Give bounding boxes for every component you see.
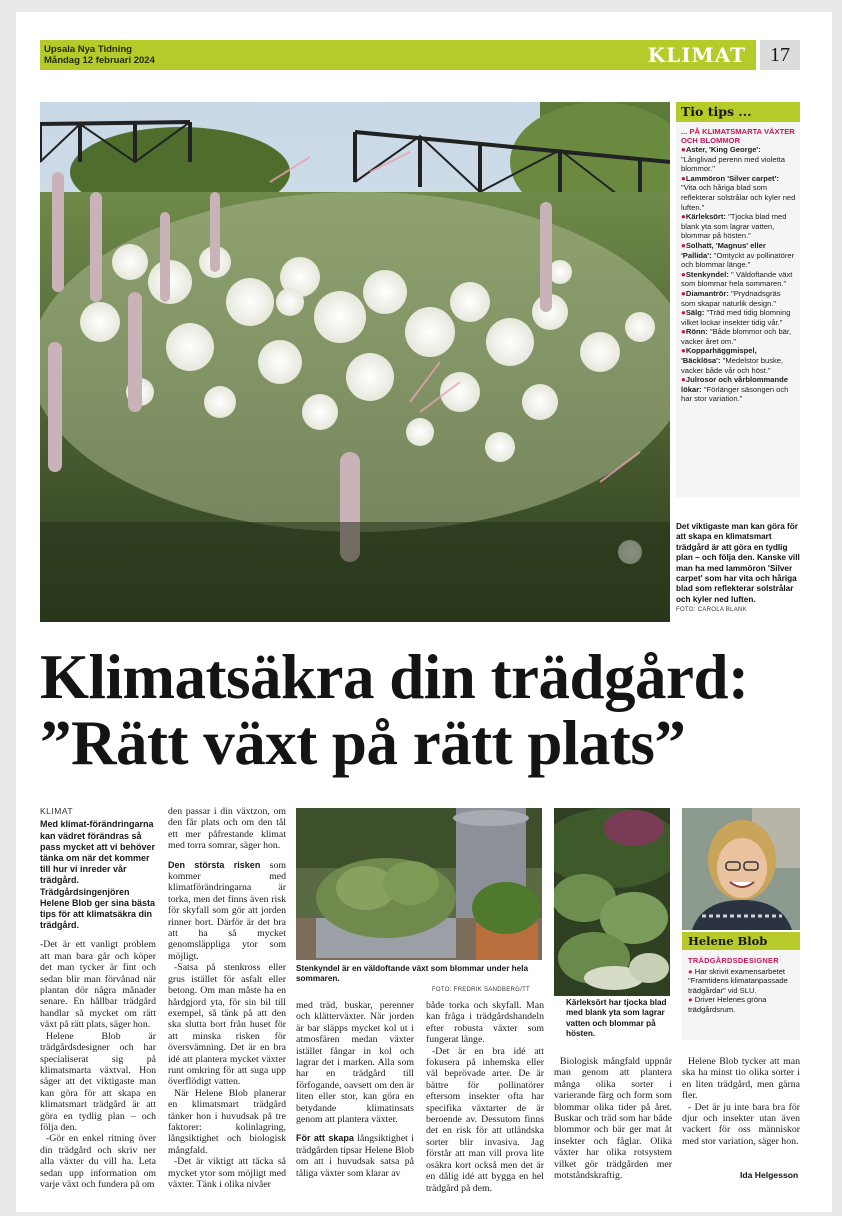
tip-item: ●Sälg: "Träd med tidig blomning vilket lockar insekter tidig vår." bbox=[681, 308, 791, 327]
tip-item: ●Julrosor och vårblommande lökar: "Förlänger säsongen och har stor variation." bbox=[681, 375, 789, 404]
article-column-1 bbox=[40, 806, 156, 1190]
tip-item: ●Diamantrör: "Prydnadsgräs som skapar naturlik design." bbox=[681, 288, 781, 308]
photo-credit: FOTO: CAROLA BLANK bbox=[676, 607, 747, 614]
main-garden-photo bbox=[40, 102, 670, 622]
tip-item: ●Rönn: "Både blommor och bär, vacker året om." bbox=[681, 327, 792, 346]
article-column-2 bbox=[168, 806, 286, 1190]
karleksort-caption: Kärleksört har tjocka blad med blank yta som lagrar vatten och blommar på hösten. bbox=[566, 998, 667, 1039]
bio-list bbox=[682, 967, 800, 1014]
subheading: För att skapa bbox=[296, 1133, 354, 1144]
headline-line-1: Klimatsäkra din trädgård: bbox=[40, 642, 749, 712]
byline: Ida Helgesson bbox=[740, 1170, 799, 1180]
bio-item: ● Driver Helenes gröna trädgårdsrum. bbox=[688, 995, 767, 1014]
article-kicker: KLIMAT bbox=[40, 806, 74, 816]
tip-item: ●Solhatt, 'Magnus' eller 'Pallida': "Omtyckt av pollinatörer och blommar länge." bbox=[681, 240, 795, 270]
paragraph: -Gör en enkel ritning över din trädgård och skriv ner alla växter du vill ha. Leta sedan upp information om varje växt och fundera på om bbox=[40, 1133, 156, 1190]
paragraph: -Det är en bra idé att fokusera på inhemska eller väl beprövade arter. De är bättre för pollinatörer eftersom insekter ofta har specifika växtarter de är beroende av. Dessutom finns det en risk för att utländska sorter blir invasiva. Jag förstår att man vill prova lite osäkra kort också men det är en dålig idé att bygga en hel trädgård på dem. bbox=[426, 1045, 544, 1194]
bullet-dot-icon: ● bbox=[681, 346, 686, 356]
bullet-dot-icon: ● bbox=[681, 240, 686, 250]
paragraph: För att skapa långsiktighet i trädgården tipsar Helene Blob om att i huvudsak satsa på tåliga växter som klarar av bbox=[296, 1133, 414, 1179]
paragraph: Helene Blob tycker att man ska ha minst tio olika sorter i en liten trädgård, men gärna fler. bbox=[682, 1056, 800, 1102]
bullet-dot-icon: ● bbox=[681, 308, 686, 318]
paragraph: Den största risken som kommer med klimatförändringarna är torka, men det finns även risk för skyfall som gör att jorden rinner bort. Därför är det bra att ha så mycket genomsläppliga ytor som möjligt. bbox=[168, 859, 286, 962]
article-lead: Med klimat-förändringarna kan vädret förändras så pass mycket att vi behöver tänka om när det kommer till hur vi inreder vår trädgård. Trädgårdsingenjören Helene Blob ger sina bästa tips för att klimatsäkra din trädgård. bbox=[40, 819, 156, 931]
bullet-dot-icon: ● bbox=[681, 173, 686, 183]
paragraph: Biologisk mångfald uppnår man genom att plantera många olika sorter i varierande färg och form som blommar olika tider på året. Buskar och träd som har både blommor och bär ger mat åt insekter och fåglar. Olika växter har olika rotsystem vilket gör trädgården mer motståndskraftig. bbox=[554, 1056, 672, 1182]
headline-line-2: ”Rätt växt på rätt plats” bbox=[40, 708, 686, 778]
bio-box bbox=[682, 932, 800, 1040]
bullet-dot-icon: ● bbox=[681, 212, 686, 222]
bullet-dot-icon: ● bbox=[688, 967, 693, 976]
tips-title: Tio tips ... bbox=[676, 102, 800, 122]
bullet-dot-icon: ● bbox=[681, 145, 686, 154]
tips-box bbox=[676, 102, 800, 497]
main-photo-caption: Det viktigaste man kan göra för att skapa en klimatsmart trädgård är att göra en tydlig plan – och följa den. Kanske vill man ha med lammöron 'Silver carpet' som har vita och håriga blad som reflekterar solstrålar och kyler ned luften. FOTO: CAROLA BLANK bbox=[676, 522, 802, 616]
paper-info bbox=[44, 44, 155, 66]
bullet-dot-icon: ● bbox=[681, 327, 686, 337]
page-number: 17 bbox=[760, 40, 800, 70]
paragraph: - Det är ju inte bara bra för djur och insekter utan även vackert för oss människor med stor variation, säger hon. bbox=[682, 1101, 800, 1147]
tip-item: ●Stenkyndel: " Väldoftande växt som blommar hela sommaren." bbox=[681, 269, 793, 289]
karleksort-photo bbox=[554, 808, 670, 996]
paragraph: När Helene Blob planerar en klimatsmart trädgård tänker hon i huvudsak på tre faktorer: kolinlagring, långsiktighet och biologisk mångfald. bbox=[168, 1087, 286, 1156]
bullet-dot-icon: ● bbox=[688, 995, 693, 1005]
paper-name: Upsala Nya Tidning bbox=[44, 44, 132, 55]
section-label: KLIMAT bbox=[647, 43, 746, 67]
bio-title: TRÄDGÅRDSDESIGNER bbox=[688, 956, 779, 965]
helene-blob-portrait bbox=[682, 808, 800, 930]
paragraph: -Det är viktigt att täcka så mycket ytor som möjligt med växter. Tänk i olika nivåer bbox=[168, 1156, 286, 1190]
photo-credit: FOTO: FREDRIK SANDBERG/TT bbox=[431, 986, 530, 993]
bullet-dot-icon: ● bbox=[681, 375, 686, 385]
article-column-3 bbox=[296, 1000, 414, 1179]
tips-subtitle: ... PÅ KLIMATSMARTA VÄXTER OCH BLOMMOR bbox=[681, 127, 795, 145]
stenkyndel-caption: Stenkyndel är en väldoftande växt som blommar under hela sommaren. FOTO: FREDRIK SANDBERG/TT bbox=[296, 964, 544, 995]
bio-item: ● Har skrivit examensarbetet "Framtidens klimatanpassade trädgårdar" vid SLU. bbox=[688, 967, 788, 995]
tips-list bbox=[676, 145, 800, 404]
tip-item: ●Kärleksört: "Tjocka blad med blank yta som lagrar vatten, blommar på hösten." bbox=[681, 212, 787, 241]
paragraph: Helene Blob är trädgårdsdesigner och har specialiserat sig på klimatsmarta växtval. Hon säger att det viktigaste man kan göra för att skapa en klimatsmart trädgård är att göra en tydlig plan – och följa den. bbox=[40, 1030, 156, 1133]
stenkyndel-photo bbox=[296, 808, 542, 960]
paragraph: -Satsa på stenkross eller grus istället för asfalt eller betong. Om man måste ha en hårdgjord yta, för sin bil till exempel, så tänk på att den ska slutta bort från huset för att minska risken för översvämning. Det är en bra idé att plantera mycket växter runt omkring för att suga upp överflödigt vatten. bbox=[168, 962, 286, 1088]
article-column-4 bbox=[426, 1000, 544, 1194]
tip-item: ●Kopparhäggmispel, 'Bäcklösa': "Medelstor buske, vacker både vår och höst." bbox=[681, 346, 784, 375]
article-column-5 bbox=[554, 1056, 672, 1181]
tip-item: ●Lammöron 'Silver carpet': "Vita och håriga blad som reflekterar solstrålar och kyler ned luften." bbox=[681, 173, 796, 212]
bullet-dot-icon: ● bbox=[681, 288, 686, 298]
article-column-6 bbox=[682, 1056, 800, 1147]
bullet-dot-icon: ● bbox=[681, 269, 686, 279]
subheading: Den största risken bbox=[168, 859, 261, 870]
issue-date: Måndag 12 februari 2024 bbox=[44, 55, 155, 66]
paragraph: både torka och skyfall. Man kan fråga i trädgårdshandeln efter robusta växter som fungerat länge. bbox=[426, 1000, 544, 1046]
tip-item: ●Aster, 'King George': "Långlivad perenn med violetta blommor." bbox=[681, 145, 786, 174]
paragraph: -Det är ett vanligt problem att man bara går och köper det man tycker är fint och sedan blir man förvånad när plantan dör några månader senare. En hållbar trädgård handlar så mycket om rätt växt på rätt plats, säger hon. bbox=[40, 939, 156, 1031]
bio-name: Helene Blob bbox=[682, 932, 800, 950]
paragraph: med träd, buskar, perenner och klätterväxter. När jorden är bar släpps mycket kol ut i atmosfären medan växter istället fångar in kol och lagrar det i marken. Alla som har en trädgård till förfogande, oavsett om den är liten eller stor, kan göra en betydande klimatinsats genom att plantera växter. bbox=[296, 1000, 414, 1126]
article-headline bbox=[40, 644, 810, 776]
paragraph: den passar i din växtzon, om den får plats och om den tål ett mer påfrestande klimat med torra somrar, säger hon. bbox=[168, 806, 286, 852]
